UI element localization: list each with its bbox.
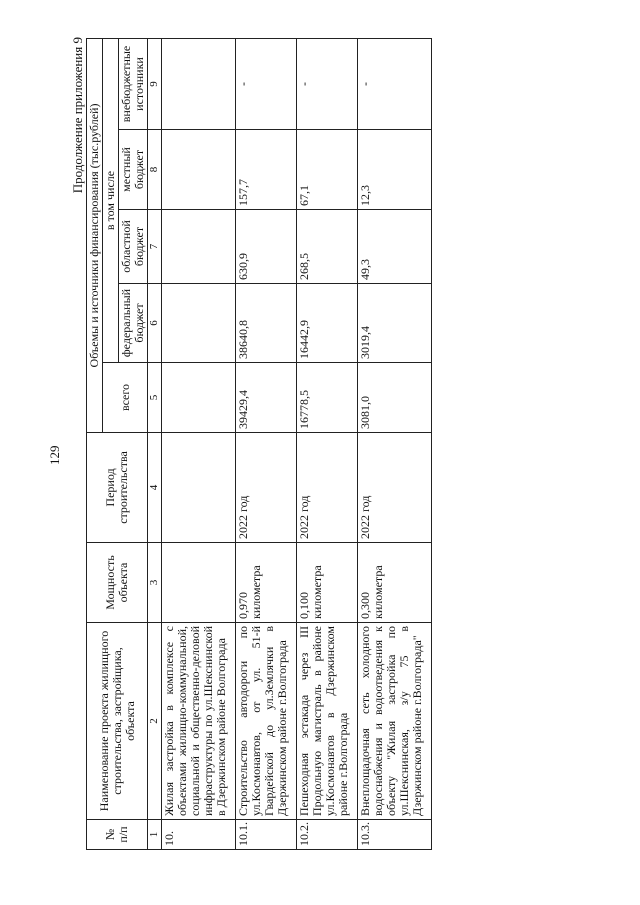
column-number: 8: [148, 130, 162, 210]
column-number: 5: [148, 363, 162, 433]
header-row-1: [87, 38, 103, 849]
header-offbudget: внебюджетные источники: [119, 38, 148, 129]
column-number-row: [148, 38, 162, 849]
continuation-note: Продолжение приложения 9: [70, 37, 85, 194]
row-local: 157,7: [236, 130, 297, 210]
row-regional: [162, 210, 236, 284]
row-local: 12,3: [358, 130, 432, 210]
row-federal: 16442,9: [297, 284, 358, 363]
column-number: 1: [148, 820, 162, 850]
row-federal: 3019,4: [358, 284, 432, 363]
row-period: 2022 год: [358, 433, 432, 543]
row-num: 10.1.: [236, 820, 297, 850]
header-funding: Объемы и источники финансирования (тыс.рублей): [87, 38, 103, 432]
row-regional: 49,3: [358, 210, 432, 284]
column-number: 7: [148, 210, 162, 284]
table-row: [297, 38, 358, 849]
column-number: 6: [148, 284, 162, 363]
header-regional: областной бюджет: [119, 210, 148, 284]
row-period: [162, 433, 236, 543]
header-including: в том числе: [103, 38, 119, 362]
header-total: всего: [103, 363, 148, 433]
row-local: [162, 130, 236, 210]
row-offbudget: [162, 38, 236, 129]
row-num: 10.: [162, 820, 236, 850]
row-num: 10.3.: [358, 820, 432, 850]
header-period: Период строительства: [87, 433, 148, 543]
header-federal: федеральный бюджет: [119, 284, 148, 363]
row-capacity: 0,300 километра: [358, 543, 432, 623]
column-number: 4: [148, 433, 162, 543]
header-name: Наименование проекта жилищного строительства, застройщика, объекта: [87, 623, 148, 820]
row-period: 2022 год: [236, 433, 297, 543]
row-federal: 38640,8: [236, 284, 297, 363]
header-local: местный бюджет: [119, 130, 148, 210]
row-name: Внеплощадочная сеть холодного водоснабжения и водоотведения к объекту "Жилая застройка по ул.Шекснинская, з/у 75 в Дзержинском районе г.Волгограда": [358, 623, 432, 820]
row-total: 16778,5: [297, 363, 358, 433]
row-total: [162, 363, 236, 433]
table-row: [162, 38, 236, 849]
row-total: 39429,4: [236, 363, 297, 433]
row-name: Жилая застройка в комплексе с объектами жилищно-коммунальной, социальной и общественно-деловой инфраструктуры по ул.Шекснинской в Дзержинском районе Волгограда: [162, 623, 236, 820]
row-offbudget: -: [236, 38, 297, 129]
column-number: 2: [148, 623, 162, 820]
page-number: 129: [47, 445, 62, 465]
row-capacity: [162, 543, 236, 623]
row-total: 3081,0: [358, 363, 432, 433]
row-federal: [162, 284, 236, 363]
row-regional: 630,9: [236, 210, 297, 284]
header-num: № п/п: [87, 820, 148, 850]
row-name: Пешеходная эстакада через III Продольную магистраль в районе ул.Космонавтов в Дзержинском районе г.Волгограда: [297, 623, 358, 820]
row-num: 10.2.: [297, 820, 358, 850]
row-offbudget: -: [358, 38, 432, 129]
row-capacity: 0,970 километра: [236, 543, 297, 623]
row-period: 2022 год: [297, 433, 358, 543]
table-row: [358, 38, 432, 849]
financing-table: [86, 38, 432, 850]
row-capacity: 0,100 километра: [297, 543, 358, 623]
row-offbudget: -: [297, 38, 358, 129]
table-row: [236, 38, 297, 849]
row-name: Строительство автодороги по ул.Космонавтов, от ул. 51-й Гвардейской до ул.Землячки в Дзержинском районе г.Волгограда: [236, 623, 297, 820]
header-capacity: Мощность объекта: [87, 543, 148, 623]
row-regional: 268,5: [297, 210, 358, 284]
column-number: 3: [148, 543, 162, 623]
column-number: 9: [148, 38, 162, 129]
row-local: 67,1: [297, 130, 358, 210]
